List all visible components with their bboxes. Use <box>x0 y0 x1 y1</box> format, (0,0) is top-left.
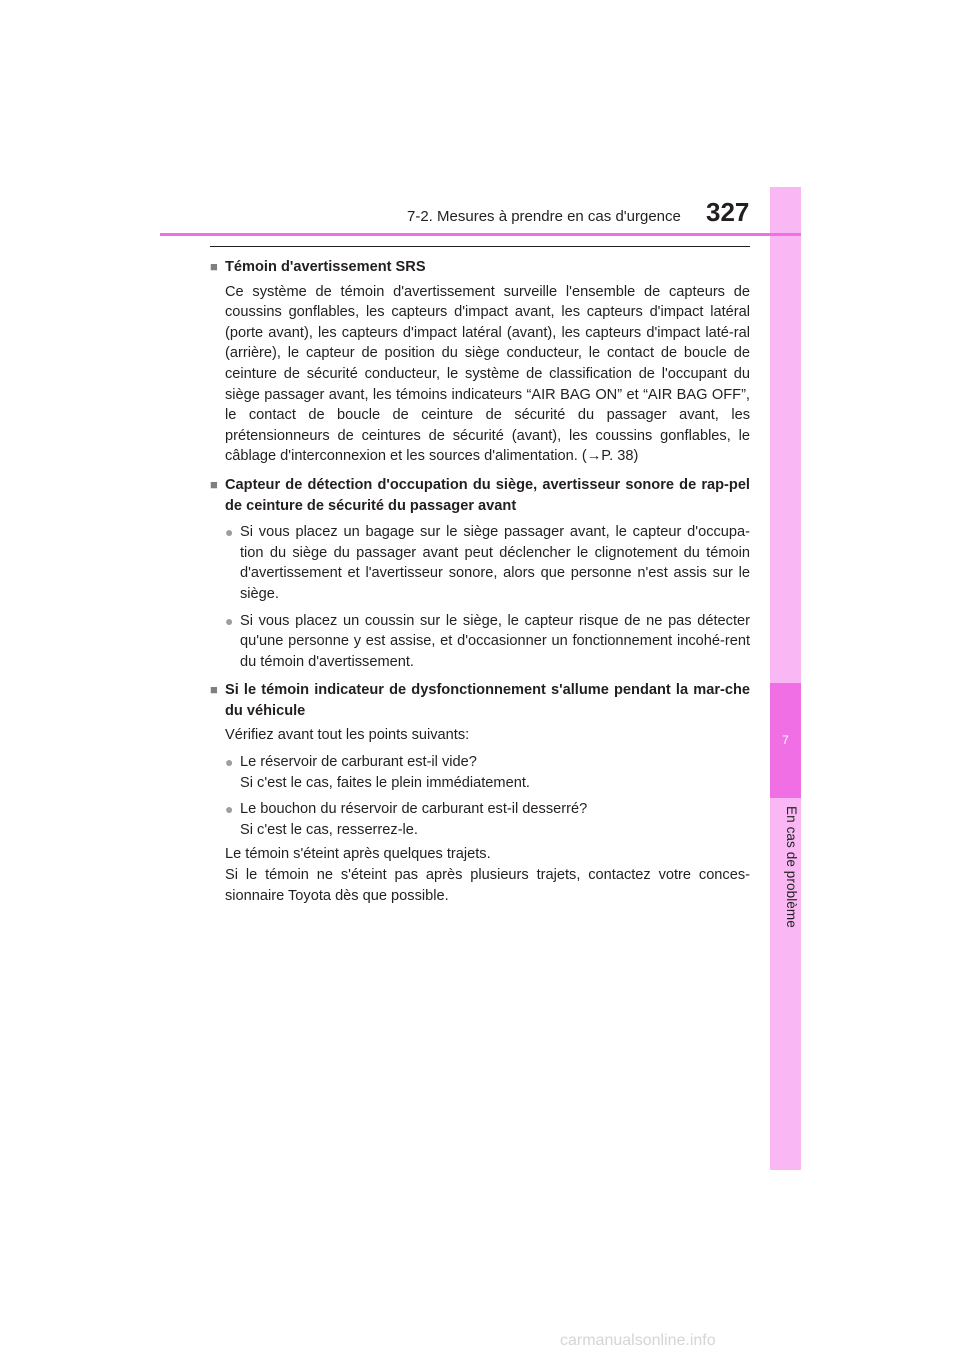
list-item-text: Si vous placez un coussin sur le siège, le capteur risque de ne pas détecter qu'une personne y est assise, et d'occasionner un fonctionnement incohé-rent du témoin d'avertissement. <box>240 612 750 670</box>
dysfonction-intro: Vérifiez avant tout les points suivants: <box>225 727 470 744</box>
chapter-number: 7 <box>782 733 789 747</box>
list-item-text <box>240 799 750 840</box>
outro-line: Le témoin s'éteint après quelques trajets. <box>225 846 491 863</box>
dot-bullet-icon: ● <box>225 754 234 771</box>
content-divider <box>210 246 750 247</box>
heading-text: Témoin d'avertissement SRS <box>225 259 426 275</box>
list-item-text: Si vous placez un bagage sur le siège passager avant, le capteur d'occupa-tion du siège du passager avant peut déclencher le clignotement du témoin d'avertissement et l'avertisseur sonore, alors que personne n'est assis sur le siège. <box>240 524 750 602</box>
chapter-label: En cas de problème <box>784 806 799 928</box>
list-item <box>210 522 750 604</box>
list-item-line: Si c'est le cas, resserrez-le. <box>240 821 418 838</box>
watermark: carmanualsonline.info <box>560 1332 716 1349</box>
list-item <box>210 752 750 793</box>
outro-line: Si le témoin ne s'éteint pas après plusieurs trajets, contactez votre conces-sionnaire Toyota dès que possible. <box>225 867 750 904</box>
square-bullet-icon: ■ <box>210 259 218 274</box>
list-item-line: Le réservoir de carburant est-il vide? <box>240 754 477 771</box>
section-heading-capteur <box>210 475 750 516</box>
list-item-line: Si c'est le cas, faites le plein immédiatement. <box>240 774 530 791</box>
page-number: 327 <box>706 197 750 227</box>
square-bullet-icon: ■ <box>210 682 218 698</box>
square-bullet-icon: ■ <box>210 476 218 492</box>
dot-bullet-icon: ● <box>225 801 234 818</box>
heading-text: Si le témoin indicateur de dysfonctionnement s'allume pendant la mar-che du véhicule <box>225 682 750 719</box>
srs-paragraph: Ce système de témoin d'avertissement surveille l'ensemble de capteurs de coussins gonflables, les capteurs d'impact avant, les capteurs d'impact latéral (porte avant), les capteurs d'impact latéral (avant), les capteurs d'impact laté-ral (arrière), le capteur de position du siège conducteur, le contact de boucle de ceinture de sécurité conducteur, le système de classification de l'occupant du siège passager avant, les témoins indicateurs “AIR BAG ON” et “AIR BAG OFF”, le contact de boucle de ceinture de sécurité du passager avant, les prétensionneurs de ceintures de sécurité (avant), les coussins gonflables, le câblage d'interconnexion et les sources d'alimentation. (→P. 38) <box>225 283 750 465</box>
list-item <box>210 611 750 673</box>
list-item-text <box>240 752 750 793</box>
section-heading-srs <box>210 257 750 278</box>
page-content <box>210 257 750 906</box>
heading-text: Capteur de détection d'occupation du siège, avertisseur sonore de rap-pel de ceinture de sécurité du passager avant <box>225 476 750 514</box>
dot-bullet-icon: ● <box>225 612 234 629</box>
list-item-line: Le bouchon du réservoir de carburant est-il desserré? <box>240 801 588 818</box>
section-heading-dysfonction <box>210 680 750 721</box>
section-title: 7-2. Mesures à prendre en cas d'urgence <box>407 208 681 225</box>
dot-bullet-icon: ● <box>225 524 234 541</box>
header-rule <box>160 233 801 236</box>
chapter-side-tab <box>770 187 801 1170</box>
dysfonction-outro <box>210 844 750 906</box>
list-item <box>210 799 750 840</box>
